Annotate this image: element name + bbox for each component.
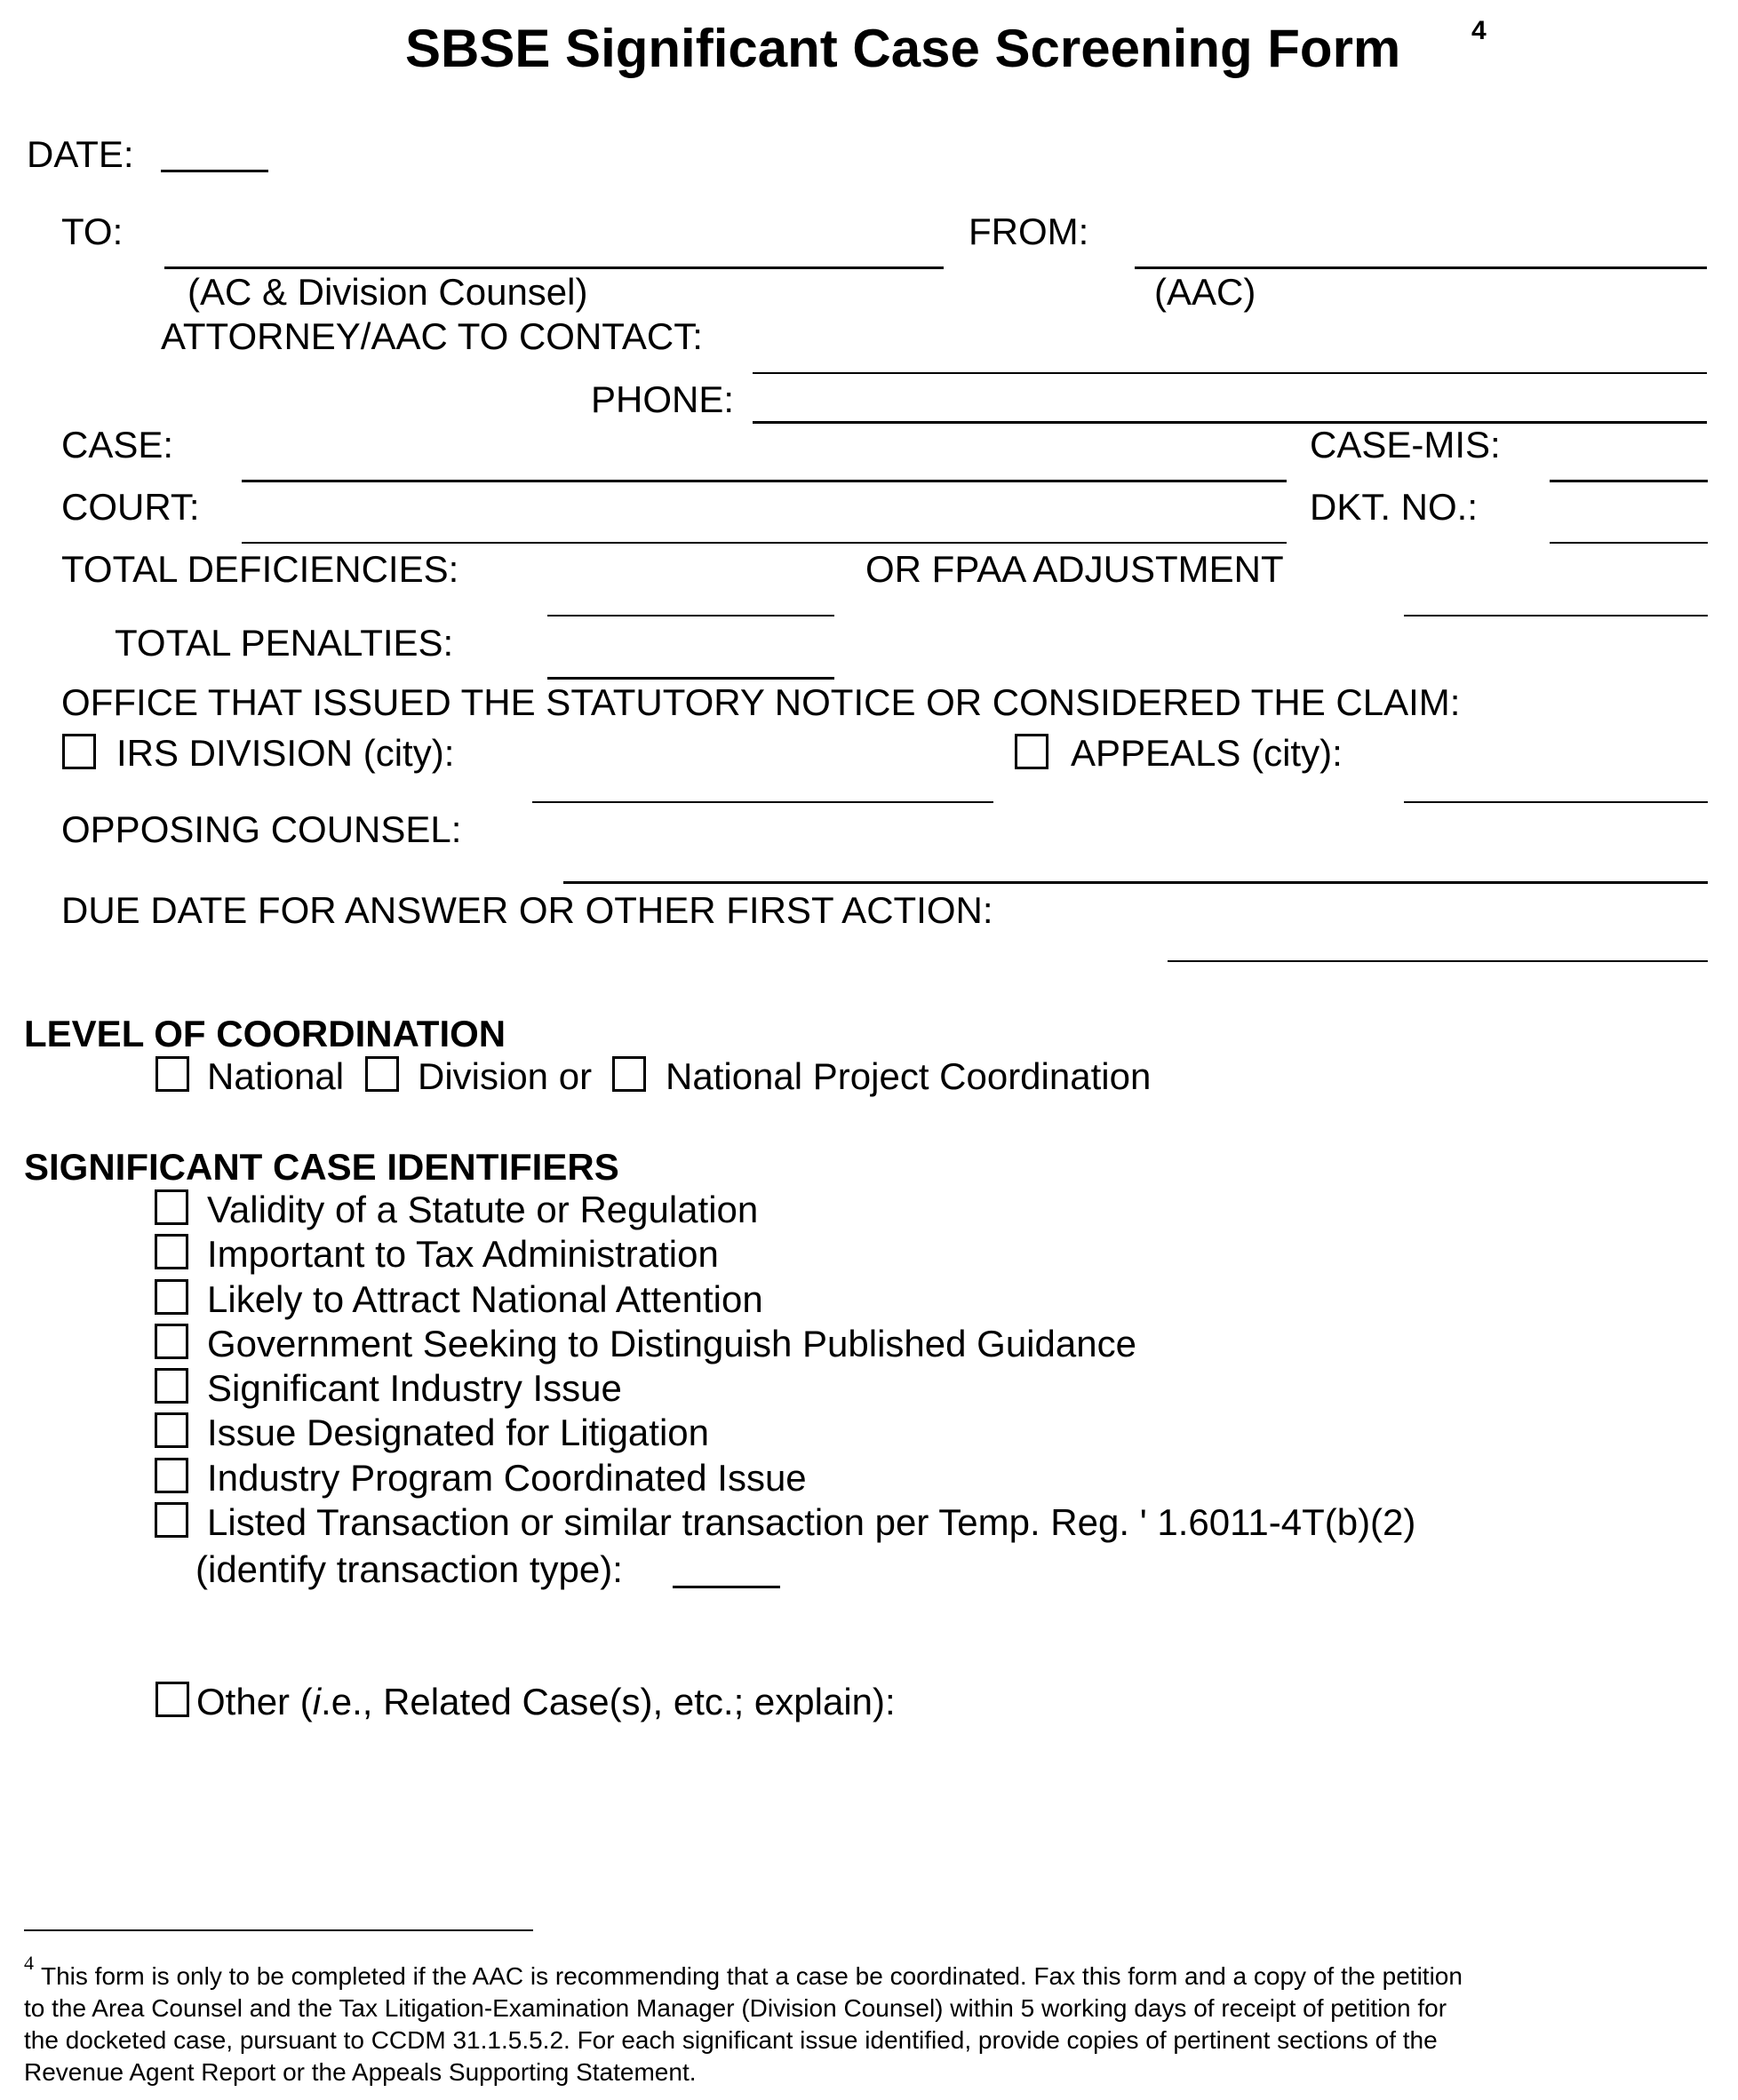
- irs-division-label: IRS DIVISION (city):: [116, 732, 455, 774]
- identifier-checkbox-published-guidance[interactable]: [155, 1324, 188, 1359]
- transaction-type-field[interactable]: [673, 1586, 780, 1588]
- irs-division-city-field[interactable]: [532, 801, 993, 803]
- due-date-label: DUE DATE FOR ANSWER OR OTHER FIRST ACTION:: [61, 889, 993, 931]
- due-date-field[interactable]: [1168, 960, 1708, 962]
- other-label-italic: i: [312, 1681, 322, 1722]
- footnote-line-1: This form is only to be completed if the AAC is recommending that a case be coordinated. Fax this form and a copy of the petition: [41, 1962, 1463, 1990]
- division-label: Division or: [418, 1055, 593, 1097]
- identifier-label-industry-issue: Significant Industry Issue: [207, 1367, 622, 1409]
- footnote-line-3: the docketed case, pursuant to CCDM 31.1.5.5.2. For each significant issue identified, provide copies of pertinent sections of the: [24, 2026, 1438, 2054]
- appeals-checkbox[interactable]: [1015, 734, 1048, 769]
- other-label-prefix: Other (: [196, 1681, 313, 1722]
- office-label: OFFICE THAT ISSUED THE STATUTORY NOTICE OR CONSIDERED THE CLAIM:: [61, 681, 1461, 723]
- total-deficiencies-label: TOTAL DEFICIENCIES:: [61, 548, 459, 590]
- from-sublabel: (AAC): [1154, 271, 1256, 313]
- case-label: CASE:: [61, 424, 174, 465]
- opposing-counsel-field[interactable]: [563, 881, 1708, 884]
- contact-field[interactable]: [753, 372, 1707, 374]
- identifier-label-validity: Validity of a Statute or Regulation: [207, 1189, 759, 1230]
- total-penalties-field[interactable]: [547, 677, 834, 680]
- significant-case-identifiers-heading: SIGNIFICANT CASE IDENTIFIERS: [24, 1146, 619, 1188]
- identifier-label-designated-litigation: Issue Designated for Litigation: [207, 1412, 710, 1453]
- opposing-counsel-label: OPPOSING COUNSEL:: [61, 808, 462, 850]
- total-deficiencies-field[interactable]: [547, 615, 834, 616]
- court-label: COURT:: [61, 486, 200, 528]
- case-mis-label: CASE-MIS:: [1310, 424, 1501, 465]
- fpaa-label: OR FPAA ADJUSTMENT: [865, 548, 1284, 590]
- national-label: National: [207, 1055, 345, 1097]
- other-label: [196, 1683, 896, 1721]
- identifier-checkbox-tax-administration[interactable]: [155, 1234, 188, 1269]
- identifier-checkbox-industry-issue[interactable]: [155, 1368, 188, 1404]
- appeals-city-field[interactable]: [1404, 801, 1708, 803]
- footnote-separator: [24, 1929, 533, 1931]
- footnote-line-2: to the Area Counsel and the Tax Litigation-Examination Manager (Division Counsel) within 5 working days of receipt of petition for: [24, 1994, 1447, 2022]
- dkt-label: DKT. NO.:: [1310, 486, 1479, 528]
- identifier-checkbox-coordinated-issue[interactable]: [155, 1458, 188, 1493]
- dkt-field[interactable]: [1550, 542, 1708, 544]
- identifier-checkbox-national-attention[interactable]: [155, 1279, 188, 1315]
- other-checkbox[interactable]: [155, 1682, 189, 1717]
- irs-division-checkbox[interactable]: [62, 734, 96, 769]
- phone-label: PHONE:: [590, 378, 734, 420]
- title-footnote-ref: 4: [1471, 16, 1487, 45]
- footnote-line-4: Revenue Agent Report or the Appeals Supporting Statement.: [24, 2058, 697, 2086]
- date-field[interactable]: [161, 170, 268, 172]
- level-of-coordination-heading: LEVEL OF COORDINATION: [24, 1013, 506, 1054]
- identifier-label-published-guidance: Government Seeking to Distinguish Published Guidance: [207, 1323, 1136, 1364]
- contact-label: ATTORNEY/AAC TO CONTACT:: [161, 315, 703, 357]
- to-label: TO:: [61, 211, 124, 252]
- division-checkbox[interactable]: [365, 1056, 399, 1092]
- fpaa-field[interactable]: [1404, 615, 1708, 616]
- other-label-suffix: .e., Related Case(s), etc.; explain):: [321, 1681, 896, 1722]
- national-checkbox[interactable]: [155, 1056, 189, 1092]
- phone-field[interactable]: [753, 421, 1707, 424]
- identifier-label-tax-administration: Important to Tax Administration: [207, 1233, 719, 1275]
- court-field[interactable]: [242, 542, 1287, 544]
- to-field[interactable]: [164, 266, 944, 269]
- appeals-label: APPEALS (city):: [1071, 732, 1343, 774]
- national-project-coordination-label: National Project Coordination: [666, 1055, 1152, 1097]
- identifier-label-listed-transaction: Listed Transaction or similar transaction per Temp. Reg. ' 1.6011-4T(b)(2): [207, 1501, 1416, 1543]
- identifier-checkbox-validity[interactable]: [155, 1189, 188, 1225]
- from-label: FROM:: [969, 211, 1089, 252]
- form-title: SBSE Significant Case Screening Form: [405, 19, 1401, 78]
- from-field[interactable]: [1135, 266, 1707, 269]
- national-project-coordination-checkbox[interactable]: [612, 1056, 646, 1092]
- identifier-checkbox-designated-litigation[interactable]: [155, 1412, 188, 1448]
- identifier-checkbox-listed-transaction[interactable]: [155, 1502, 188, 1538]
- case-field[interactable]: [242, 480, 1287, 482]
- identifier-label-coordinated-issue: Industry Program Coordinated Issue: [207, 1457, 807, 1499]
- identify-transaction-label: (identify transaction type):: [195, 1548, 623, 1590]
- footnote-ref: 4: [24, 1952, 34, 1974]
- to-sublabel: (AC & Division Counsel): [187, 271, 588, 313]
- total-penalties-label: TOTAL PENALTIES:: [115, 622, 454, 664]
- case-mis-field[interactable]: [1550, 480, 1708, 482]
- date-label: DATE:: [27, 133, 134, 175]
- identifier-label-national-attention: Likely to Attract National Attention: [207, 1278, 763, 1320]
